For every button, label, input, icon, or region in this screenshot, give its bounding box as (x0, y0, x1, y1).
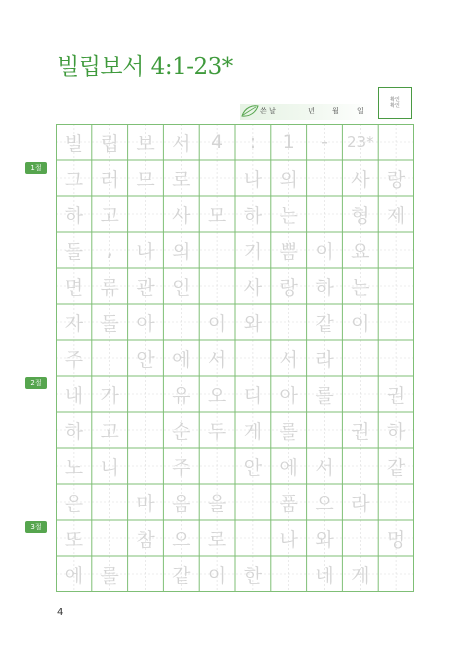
trace-character: 마 (136, 492, 155, 515)
trace-character: 를 (100, 564, 119, 587)
trace-character: 이 (351, 312, 370, 335)
trace-character: , (106, 239, 113, 261)
trace-character: 오 (207, 384, 227, 407)
trace-character: 를 (279, 420, 298, 443)
trace-character: 러 (100, 168, 119, 191)
trace-character: 아 (279, 384, 298, 407)
trace-character: 하 (243, 204, 263, 227)
trace-character: 립 (100, 132, 119, 155)
trace-character: 유 (172, 384, 191, 407)
trace-character: 와 (315, 528, 334, 551)
trace-character: 의 (172, 240, 191, 263)
trace-character: 1 (282, 131, 295, 153)
trace-character: 품 (279, 492, 298, 515)
year-label: 년 (308, 107, 315, 115)
trace-character: 고 (100, 204, 119, 227)
trace-character: 하 (386, 420, 406, 443)
trace-character: 쁨 (279, 240, 298, 263)
trace-character: 로 (172, 168, 191, 191)
trace-character: 면 (64, 276, 84, 299)
check-box[interactable] (378, 87, 412, 119)
trace-character: 와 (243, 312, 263, 335)
trace-character: 관 (136, 276, 155, 299)
trace-character: 두 (207, 420, 227, 443)
trace-character: 인 (172, 276, 191, 299)
writing-grid (56, 124, 414, 592)
trace-character: 한 (243, 564, 263, 587)
trace-character: 에 (279, 456, 298, 479)
trace-character: 를 (315, 384, 334, 407)
trace-character: 같 (315, 312, 334, 335)
trace-character: 하 (64, 420, 84, 443)
trace-character: 이 (207, 312, 227, 335)
trace-character: 니 (100, 456, 119, 479)
trace-character: 으 (172, 528, 191, 551)
trace-character: 가 (100, 384, 119, 407)
trace-character: 은 (64, 492, 84, 515)
trace-character: 는 (279, 204, 298, 227)
trace-character: 라 (315, 348, 334, 371)
trace-character: 멍 (386, 528, 406, 551)
trace-character: 네 (315, 564, 334, 587)
trace-character: 안 (243, 456, 263, 479)
trace-character: 들 (100, 312, 119, 335)
trace-character: 사 (351, 168, 370, 191)
leaf-icon (241, 104, 259, 118)
trace-character: 또 (64, 528, 84, 551)
trace-character: 기 (243, 240, 263, 263)
trace-character: 내 (64, 384, 84, 407)
trace-character: 이 (207, 564, 227, 587)
trace-character: 같 (172, 564, 191, 587)
verse-tag-1: 1절 (25, 162, 47, 174)
trace-character: 사 (172, 204, 191, 227)
trace-character: 디 (243, 384, 263, 407)
trace-character: 주 (64, 348, 84, 371)
trace-character: 모 (207, 204, 227, 227)
trace-character: 권 (386, 384, 406, 407)
check-label-1: 확인 (390, 97, 400, 103)
page-number: 4 (57, 607, 64, 618)
trace-character: 하 (315, 276, 334, 299)
trace-character: 사 (243, 276, 263, 299)
trace-character: 그 (64, 168, 84, 191)
trace-character: 게 (243, 420, 263, 443)
trace-character: 에 (172, 348, 191, 371)
trace-character: 노 (64, 456, 84, 479)
trace-character: 4 (211, 131, 224, 153)
trace-character: 의 (279, 168, 298, 191)
day-label: 일 (357, 107, 364, 115)
trace-character: 랑 (386, 168, 406, 191)
trace-character: 자 (64, 312, 84, 335)
trace-character: 순 (172, 420, 191, 443)
trace-character: 주 (172, 456, 191, 479)
trace-character: 는 (351, 276, 370, 299)
trace-character: 로 (207, 528, 227, 551)
trace-character: 으 (315, 492, 334, 515)
trace-character: 서 (279, 348, 298, 371)
trace-character: 23* (346, 133, 374, 151)
trace-character: 안 (136, 348, 155, 371)
trace-character: 나 (279, 528, 298, 551)
trace-character: 같 (386, 456, 406, 479)
trace-character: 빌 (64, 132, 84, 155)
verse-tag-3: 3절 (25, 521, 47, 533)
trace-character: 권 (351, 420, 370, 443)
verse-tag-2: 2절 (25, 377, 47, 389)
trace-character: 서 (207, 348, 227, 371)
trace-character: 랑 (279, 276, 298, 299)
trace-character: 므 (136, 168, 155, 191)
trace-character: 제 (386, 204, 406, 227)
trace-character: 음 (172, 492, 191, 515)
trace-character: 게 (351, 564, 370, 587)
page-title: 빌립보서 4:1-23* (57, 54, 233, 80)
trace-character: 들 (64, 240, 84, 263)
month-label: 월 (332, 107, 339, 115)
trace-character: 참 (136, 528, 155, 551)
trace-character: 형 (351, 204, 370, 227)
trace-character: 라 (351, 492, 370, 515)
trace-character: 고 (100, 420, 119, 443)
trace-character: 요 (351, 240, 370, 263)
check-label-2: 확인 (390, 103, 400, 109)
date-bar (240, 104, 374, 120)
trace-character: : (249, 131, 257, 153)
trace-character: 보 (136, 132, 155, 155)
trace-character: 을 (207, 492, 227, 515)
trace-character: 류 (100, 276, 119, 299)
trace-character: 하 (64, 204, 84, 227)
trace-character: 서 (315, 456, 334, 479)
trace-character: 아 (136, 312, 155, 335)
trace-character: - (321, 131, 328, 153)
trace-character: 나 (136, 240, 155, 263)
trace-character: 에 (64, 564, 84, 587)
trace-character: 이 (315, 240, 334, 263)
date-label: 쓴 날 (260, 107, 276, 115)
trace-character: 서 (172, 132, 191, 155)
trace-character: 나 (243, 168, 263, 191)
